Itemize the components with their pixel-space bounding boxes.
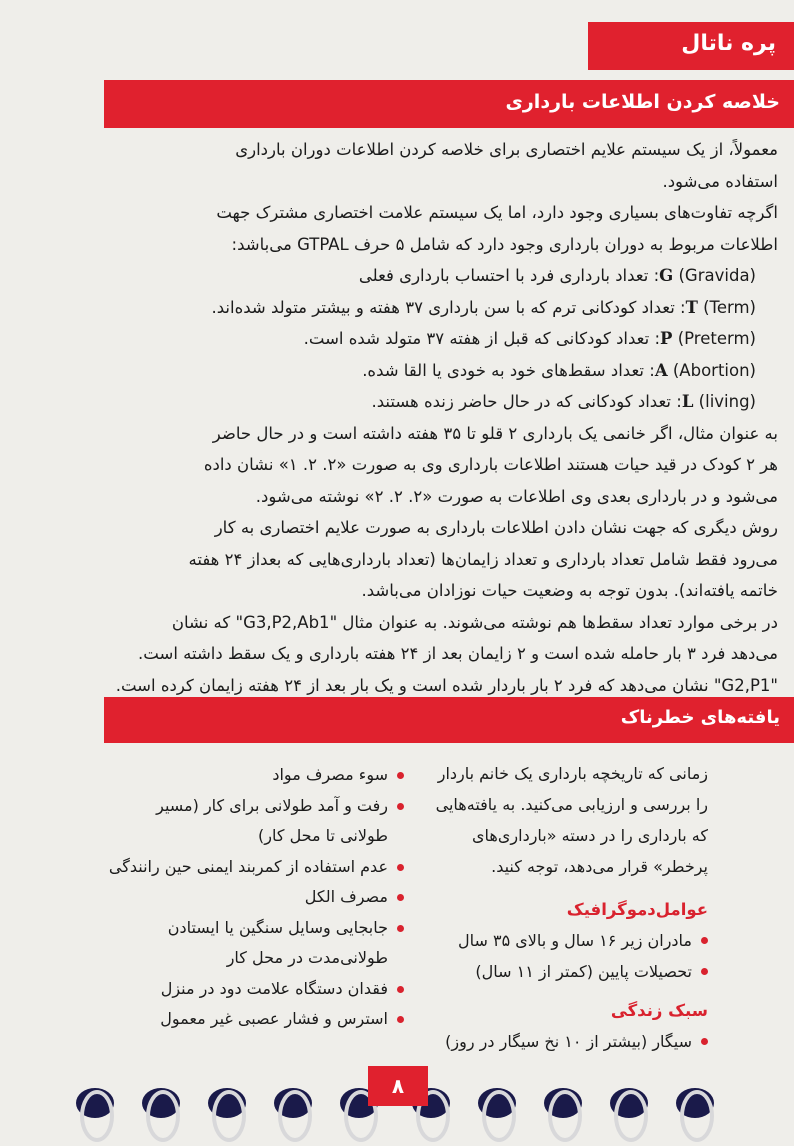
list-item: استرس و فشار عصبی غیر معمول <box>104 1004 404 1035</box>
chapter-tag-label: پره ناتال <box>681 31 776 56</box>
list-item: تحصیلات پایین (کمتر از ۱۱ سال) <box>418 956 708 987</box>
gtpal-letter: L <box>681 392 694 411</box>
list-item: سوء مصرف مواد <box>104 760 404 791</box>
gtpal-letter: T <box>685 297 698 317</box>
gtpal-item-a <box>104 355 778 387</box>
body-line: می‌دهد فرد ۳ بار حامله شده است و ۲ زایمان بعد از ۲۴ هفته بارداری و یک سقط داشته است. <box>138 644 778 663</box>
right-column <box>418 758 708 1057</box>
binding-ring <box>146 1090 180 1142</box>
column-line: که بارداری را در دسته «بارداری‌های <box>472 826 708 845</box>
gtpal-letter: G <box>659 266 674 285</box>
column-line: پرخطر» قرار می‌دهد، توجه کنید. <box>491 857 708 876</box>
body-line: خاتمه یافته‌اند). بدون توجه به وضعیت حیات نوزادان می‌باشد. <box>361 581 778 600</box>
demographic-heading: عوامل‌دموگرافیک <box>566 900 708 919</box>
list-item: سیگار (بیشتر از ۱۰ نخ سیگار در روز) <box>418 1026 708 1057</box>
section-header-dangerous-findings <box>104 697 794 743</box>
binding-ring <box>680 1090 714 1142</box>
body-line: اطلاعات مربوط به دوران بارداری وجود دارد که شامل ۵ حرف GTPAL می‌باشد: <box>231 234 778 254</box>
body-line: می‌شود و در بارداری بعدی وی اطلاعات به صورت «۲. ۲. ۲» نوشته می‌شود. <box>255 486 778 506</box>
list-item: فقدان دستگاه علامت دود در منزل <box>104 974 404 1005</box>
body-line: می‌رود فقط شامل تعداد بارداری و تعداد زایمان‌ها (تعداد بارداری‌هایی که بعداز ۲۴ هفته <box>188 549 778 569</box>
main-body <box>104 134 778 701</box>
gtpal-item-l <box>104 386 778 418</box>
gtpal-text: (Gravida): تعداد بارداری فرد با احتساب بارداری فعلی <box>358 266 756 285</box>
list-item: مادران زیر ۱۶ سال و بالای ۳۵ سال <box>418 925 708 956</box>
body-line: به عنوان مثال، اگر خانمی یک بارداری ۲ قلو تا ۳۵ هفته داشته است و در حال حاضر <box>212 423 778 443</box>
body-line: استفاده می‌شود. <box>662 171 778 191</box>
gtpal-letter: A <box>654 360 668 380</box>
body-line: در برخی موارد تعداد سقط‌ها هم نوشته می‌شوند. به عنوان مثال "G3,P2,Ab1" که نشان <box>171 612 778 632</box>
lifestyle-heading: سبک زندگی <box>610 1001 708 1020</box>
section-header <box>104 80 794 128</box>
gtpal-text: (Abortion): تعداد سقط‌های خود به خودی یا القا شده. <box>362 360 756 380</box>
list-item: مصرف الکل <box>104 882 404 913</box>
gtpal-text: (Term): تعداد کودکانی ترم که با سن بارداری ۳۷ هفته و بیشتر متولد شده‌اند. <box>211 297 756 317</box>
gtpal-letter: P <box>660 329 673 348</box>
binding-ring <box>278 1090 312 1142</box>
body-line: روش دیگری که جهت نشان دادن اطلاعات بارداری به صورت علایم اختصاری به کار <box>214 518 778 537</box>
gtpal-item-t <box>104 292 778 324</box>
chapter-tag <box>588 22 794 70</box>
gtpal-item-p <box>104 323 778 355</box>
column-line: را بررسی و ارزیابی می‌کنید. به یافته‌هایی <box>435 795 708 814</box>
page-number: ۸ <box>368 1066 428 1106</box>
body-line: هر ۲ کودک در قید حیات هستند اطلاعات بارداری وی به صورت «۲. ۲. ۱» نشان داده <box>203 455 778 474</box>
body-line: "G2,P1" نشان می‌دهد که فرد ۲ بار باردار شده است و یک بار بعد از ۲۴ هفته زایمان کرده است. <box>115 675 778 695</box>
body-line: اگرچه تفاوت‌های بسیاری وجود دارد، اما یک سیستم علامت اختصاری مشترک جهت <box>216 203 778 222</box>
risk-list <box>104 760 404 1035</box>
column-line: زمانی که تاریخچه بارداری یک خانم باردار <box>437 764 708 783</box>
binding-ring <box>482 1090 516 1142</box>
binding-ring <box>548 1090 582 1142</box>
gtpal-item-g <box>104 260 778 292</box>
binding-ring <box>614 1090 648 1142</box>
section-title: یافته‌های خطرناک <box>620 707 780 728</box>
binding-ring <box>80 1090 114 1142</box>
demographic-list <box>418 925 708 987</box>
list-item: رفت و آمد طولانی برای کار (مسیر طولانی تا محل کار) <box>104 791 404 852</box>
gtpal-text: (Preterm): تعداد کودکانی که قبل از هفته ۳۷ متولد شده است. <box>303 329 756 348</box>
body-line: معمولاً، از یک سیستم علایم اختصاری برای خلاصه کردن اطلاعات دوران بارداری <box>235 140 778 159</box>
left-column <box>104 760 404 1035</box>
lifestyle-list <box>418 1026 708 1057</box>
list-item: جابجایی وسایل سنگین یا ایستادن طولانی‌مدت در محل کار <box>104 913 404 974</box>
binding-ring <box>212 1090 246 1142</box>
list-item: عدم استفاده از کمربند ایمنی حین رانندگی <box>104 852 404 883</box>
gtpal-text: (living): تعداد کودکانی که در حال حاضر زنده هستند. <box>371 392 756 411</box>
section-title: خلاصه کردن اطلاعات بارداری <box>505 91 780 113</box>
